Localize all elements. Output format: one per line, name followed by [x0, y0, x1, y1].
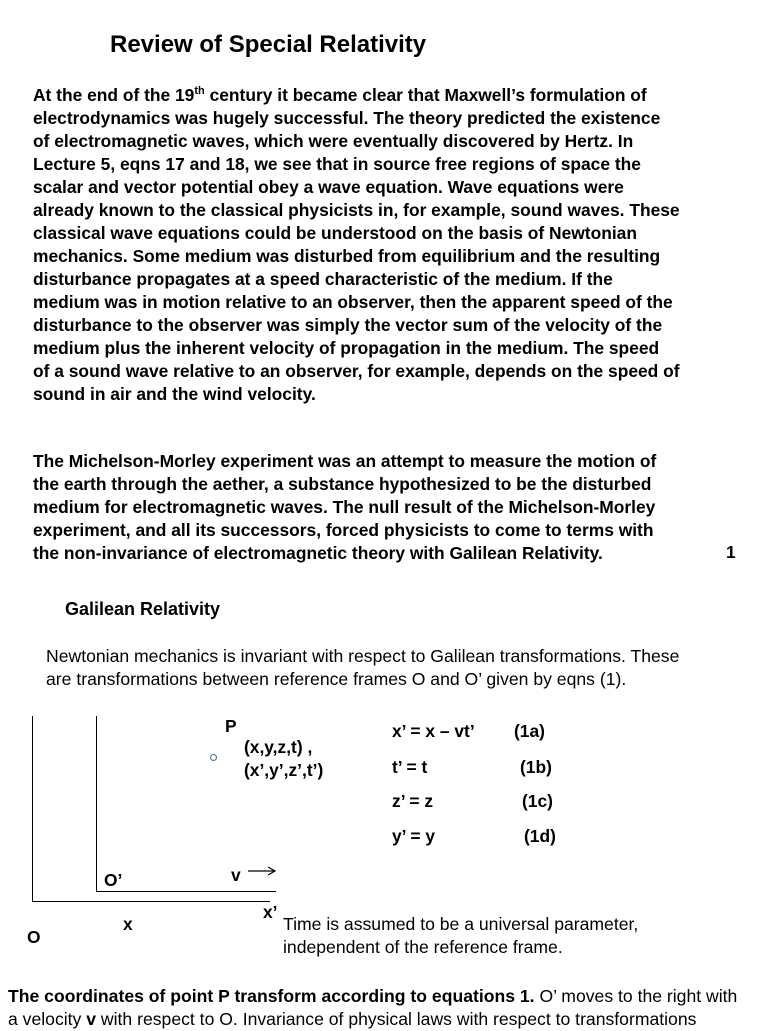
paragraph-line: The Michelson-Morley experiment was an attempt to measure the motion of [33, 451, 657, 471]
paragraph-line: independent of the reference frame. [283, 937, 563, 957]
paragraph-line: the earth through the aether, a substance hypothesized to be the disturbed [33, 474, 652, 494]
paragraph-line: Newtonian mechanics is invariant with respect to Galilean transformations. These [46, 646, 680, 666]
paragraph-line: the non-invariance of electromagnetic theory with Galilean Relativity. [33, 543, 603, 563]
velocity-arrow-icon [248, 864, 278, 878]
page-title: Review of Special Relativity [110, 31, 427, 58]
paragraph-line: mechanics. Some medium was disturbed from equilibrium and the resulting [33, 245, 661, 266]
paragraph-line: At the end of the 19th century it became clear that Maxwell’s formulation of [33, 84, 647, 105]
paragraph-line: a velocity v with respect to O. Invariance of physical laws with respect to transformations [8, 1009, 697, 1029]
paragraph-line: already known to the classical physicists in, for example, sound waves. These [33, 199, 680, 220]
origin-o-prime-label: O’ [104, 870, 123, 890]
superscript: th [194, 85, 205, 97]
equation-number-1d: (1d) [524, 826, 556, 846]
paragraph-line: of electromagnetic waves, which were eventually discovered by Hertz. In [33, 130, 634, 151]
frame-o-vertical-axis [32, 716, 33, 902]
equation-number-1a: (1a) [514, 721, 545, 741]
paragraph-line: disturbance to the observer was simply the vector sum of the velocity of the [33, 314, 663, 335]
paragraph-line: sound in air and the wind velocity. [33, 383, 316, 404]
paragraph-line: electrodynamics was hugely successful. The theory predicted the existence [33, 107, 661, 128]
origin-o-label: O [27, 927, 41, 947]
paragraph-line: are transformations between reference frames O and O’ given by eqns (1). [46, 669, 627, 689]
frame-o-horizontal-axis [32, 901, 270, 902]
paragraph-line: medium for electromagnetic waves. The null result of the Michelson-Morley [33, 497, 656, 517]
paragraph-line: Time is assumed to be a universal parameter, [283, 914, 639, 934]
equation-1b: t’ = t [392, 757, 428, 777]
paragraph-line: of a sound wave relative to an observer, for example, depends on the speed of [33, 360, 680, 381]
time-note [283, 913, 638, 959]
paragraph-line: classical wave equations could be understood on the basis of Newtonian [33, 222, 637, 243]
coords-unprimed: (x,y,z,t) , [244, 737, 313, 757]
frame-o-prime-horizontal-axis [96, 891, 276, 892]
point-p-marker [210, 754, 217, 761]
bottom-paragraph [8, 985, 737, 1031]
point-p-label: P [225, 716, 237, 736]
equation-number-1b: (1b) [520, 757, 552, 777]
paragraph-line: Lecture 5, eqns 17 and 18, we see that in source free regions of space the [33, 153, 641, 174]
section-heading: Galilean Relativity [65, 599, 221, 619]
paragraph-line: scalar and vector potential obey a wave equation. Wave equations were [33, 176, 624, 197]
coords-primed: (x’,y’,z’,t’) [244, 760, 324, 780]
equation-1c: z’ = z [392, 791, 434, 811]
paragraph-line: medium was in motion relative to an observer, then the apparent speed of the [33, 291, 673, 312]
equation-1d: y’ = y [392, 826, 436, 846]
frame-o-prime-vertical-axis [96, 716, 97, 892]
x-prime-label: x’ [263, 902, 278, 922]
intro-paragraph [46, 645, 679, 691]
paragraph-line: medium plus the inherent velocity of propagation in the medium. The speed [33, 337, 660, 358]
x-label: x [123, 914, 133, 934]
equation-1a: x’ = x – vt’ [392, 721, 475, 741]
velocity-label: v [231, 865, 241, 885]
page-number: 1 [726, 542, 736, 562]
paragraph-line: experiment, and all its successors, forced physicists to come to terms with [33, 520, 654, 540]
paragraph-michelson-morley [33, 450, 763, 565]
paragraph-maxwell [33, 80, 763, 406]
paragraph-line: The coordinates of point P transform according to equations 1. O’ moves to the right with [8, 986, 738, 1006]
paragraph-line: disturbance propagates at a speed characteristic of the medium. If the [33, 268, 613, 289]
equation-number-1c: (1c) [522, 791, 553, 811]
